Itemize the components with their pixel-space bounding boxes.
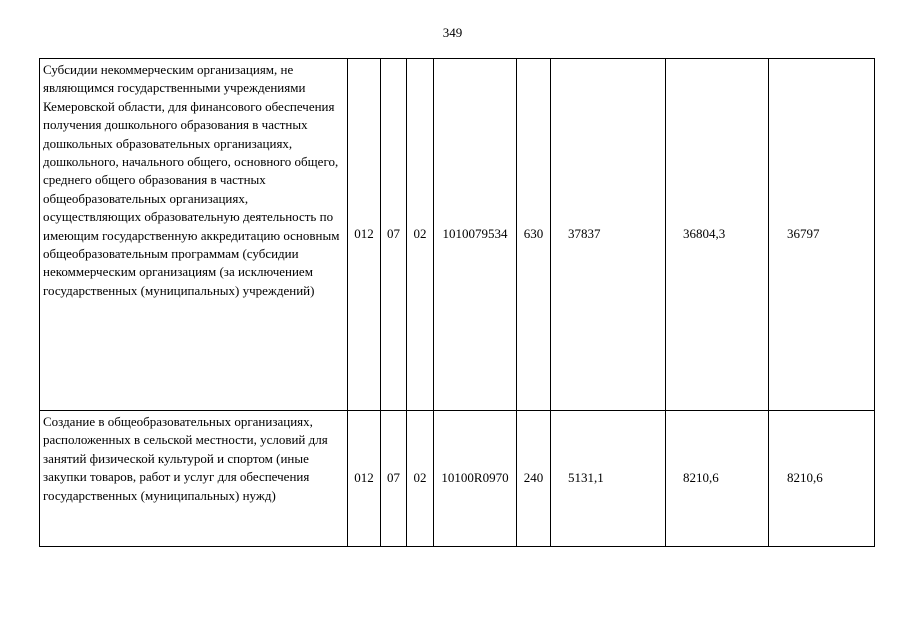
amount-year-1: 5131,1 xyxy=(551,411,666,547)
section-code: 07 xyxy=(381,411,407,547)
target-article-code: 10100R0970 xyxy=(434,411,517,547)
row-description: Субсидии некоммерческим организациям, не являющимся государственными учреждениями Кемеровской области, для финансового обеспечения получения дошкольного образования в частных дошкольных образовательных организациях, дошкольного, начального общего, основного общего, среднего общего образования в частных общеобразовательных организациях, осуществляющих образовательную деятельность по имеющим государственную аккредитацию основным общеобразовательным программам (субсидии некоммерческим организациям (за исключением государственных (муниципальных) учреждений) xyxy=(40,59,348,411)
section-code: 07 xyxy=(381,59,407,411)
subsection-code: 02 xyxy=(407,59,434,411)
amount-year-2: 8210,6 xyxy=(666,411,769,547)
subsection-code: 02 xyxy=(407,411,434,547)
ministry-code: 012 xyxy=(348,59,381,411)
ministry-code: 012 xyxy=(348,411,381,547)
page-number: 349 xyxy=(442,25,463,40)
expense-type-code: 240 xyxy=(517,411,551,547)
amount-year-3: 8210,6 xyxy=(769,411,875,547)
expense-type-code: 630 xyxy=(517,59,551,411)
amount-year-2: 36804,3 xyxy=(666,59,769,411)
amount-year-3: 36797 xyxy=(769,59,875,411)
table-row xyxy=(40,411,875,547)
row-description: Создание в общеобразовательных организациях, расположенных в сельской местности, условий для занятий физической культурой и спортом (иные закупки товаров, работ и услуг для обеспечения государственных (муниципальных) нужд) xyxy=(40,411,348,547)
target-article-code: 1010079534 xyxy=(434,59,517,411)
budget-table xyxy=(39,58,875,547)
table-row xyxy=(40,59,875,411)
amount-year-1: 37837 xyxy=(551,59,666,411)
